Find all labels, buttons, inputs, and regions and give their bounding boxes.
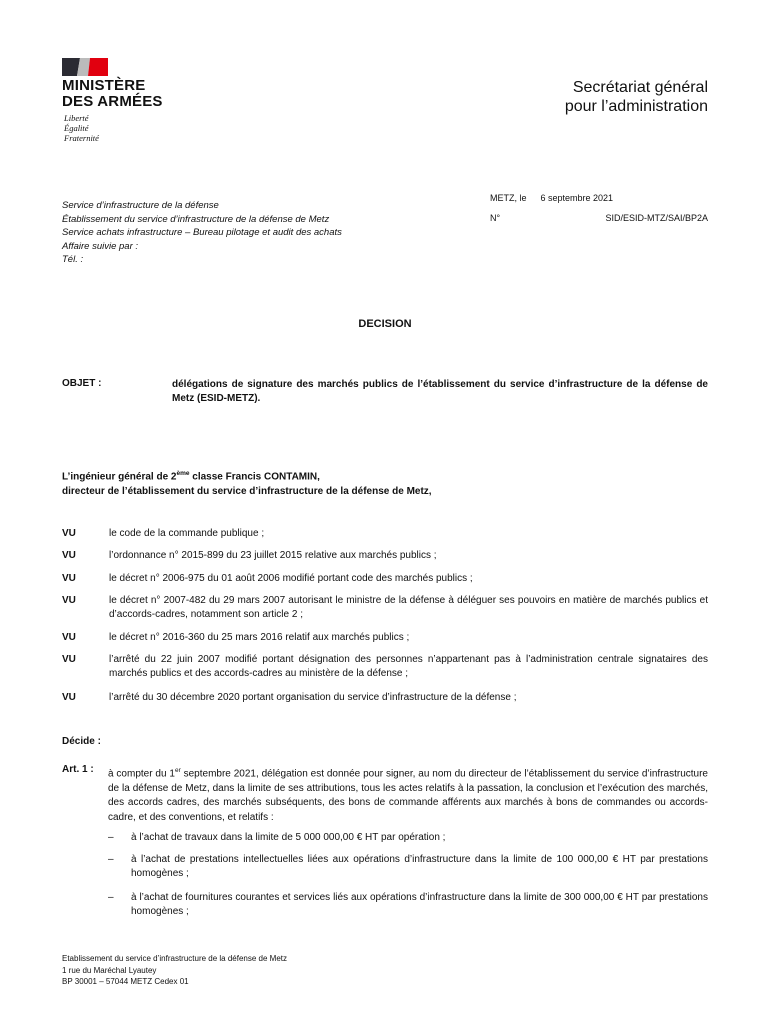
bullet-dash: – [108, 892, 114, 903]
vu-label: VU [62, 692, 76, 703]
vu-label: VU [62, 550, 76, 561]
document-title: DECISION [358, 318, 412, 330]
vu-text: le code de la commande publique ; [109, 528, 265, 539]
vu-label: VU [62, 573, 76, 584]
footer-address [62, 953, 287, 988]
author-line-1-post: classe Francis CONTAMIN, [189, 471, 320, 483]
secretariat-line-2: pour l’administration [564, 98, 708, 115]
sender-line: Tél. : [62, 254, 84, 265]
secretariat-line-1: Secrétariat général [572, 79, 708, 96]
date-value: 6 septembre 2021 [540, 193, 614, 203]
author-line-2: directeur de l’établissement du service d’infrastructure de la défense de Metz, [62, 486, 432, 498]
decide-heading: Décide : [62, 736, 101, 747]
footer-line: 1 rue du Maréchal Lyautey [62, 965, 157, 975]
marianne-flag-logo [62, 58, 108, 76]
vu-item [62, 653, 708, 680]
article-bullet [108, 891, 708, 919]
reference-number: SID/ESID-MTZ/SAI/BP2A [605, 213, 708, 223]
bullet-text: à l’achat de travaux dans la limite de 5 000 000,00 € HT par opération ; [131, 832, 446, 843]
vu-label: VU [62, 632, 76, 643]
republic-motto [64, 113, 99, 143]
objet-text: délégations de signature des marchés publics de l’établissement du service d’infrastructure de la défense de Metz (ESID-METZ). [172, 379, 708, 404]
ministry-logo-text [62, 78, 163, 110]
secretariat-header [565, 78, 708, 116]
bullet-text: à l’achat de fournitures courantes et services liés aux opérations d’infrastructure dans la limite de 300 000,00 € HT par prestations homogènes ; [131, 892, 708, 917]
bullet-text: à l’achat de prestations intellectuelles liées aux opérations d’infrastructure dans la limite de 100 000,00 € HT par prestations homogènes ; [131, 854, 708, 879]
article-1-text [108, 764, 708, 825]
vu-text: le décret n° 2007-482 du 29 mars 2007 autorisant le ministre de la défense à déléguer ses pouvoirs en matière de marchés publics et d’accords-cadres, notamment son article 2 ; [109, 595, 708, 620]
footer-line: Etablissement du service d’infrastructure de la défense de Metz [62, 954, 288, 963]
number-label: N° [490, 213, 501, 223]
vu-item [62, 631, 708, 645]
article-1-label: Art. 1 : [62, 764, 94, 775]
vu-text: le décret n° 2006-975 du 01 août 2006 modifié portant code des marchés publics ; [109, 573, 473, 584]
author-block [62, 466, 432, 499]
article-1-text-post: septembre 2021, délégation est donnée pour signer, au nom du directeur de l’établissement du service d’infrastructure de la défense de Metz, dans la limite de ses attributions, tous les actes relatifs à la passation, la conclusion et l’exécution des marchés, des accords cadres, des marchés subséquents, des bons de commande afférents aux marchés à bons de commandes ou accords-cadre, et des conventions, et relatifs : [108, 768, 708, 823]
author-line-1-pre: L’ingénieur général de 2 [62, 471, 177, 483]
article-1-text-pre: à compter du 1 [108, 768, 175, 780]
bullet-dash: – [108, 832, 114, 843]
vu-label: VU [62, 654, 76, 665]
article-bullet [108, 831, 708, 845]
vu-text: le décret n° 2016-360 du 25 mars 2016 relatif aux marchés publics ; [109, 632, 410, 643]
vu-item [62, 549, 708, 563]
vu-item [62, 594, 708, 621]
vu-text: l’ordonnance n° 2015-899 du 23 juillet 2015 relative aux marchés publics ; [109, 550, 437, 561]
sender-line: Affaire suivie par : [62, 240, 139, 252]
vu-label: VU [62, 528, 76, 539]
motto-liberte: Liberté [64, 113, 89, 123]
sender-block [62, 199, 342, 267]
vu-item [62, 572, 708, 586]
objet-label: OBJET : [62, 378, 102, 389]
sender-line: Établissement du service d’infrastructure de la défense de Metz [62, 213, 330, 225]
vu-item [62, 527, 708, 541]
sender-line: Service achats infrastructure – Bureau pilotage et audit des achats [62, 227, 342, 238]
motto-fraternite: Fraternité [64, 133, 99, 143]
author-line-1 [62, 466, 432, 484]
author-line-1-sup: ème [176, 470, 190, 477]
vu-item [62, 691, 708, 705]
sender-line: Service d’infrastructure de la défense [62, 200, 219, 211]
date-place: METZ, le [490, 193, 527, 203]
footer-line: BP 30001 – 57044 METZ Cedex 01 [62, 977, 189, 986]
article-bullet [108, 853, 708, 881]
vu-text: l’arrêté du 30 décembre 2020 portant organisation du service d’infrastructure de la défense ; [109, 692, 517, 703]
bullet-dash: – [108, 854, 114, 865]
vu-text: l’arrêté du 22 juin 2007 modifié portant désignation des personnes n’appartenant pas à l’administration centrale signataires des marchés publics et des accords-cadres au ministère de la défense ; [109, 654, 708, 679]
motto-egalite: Égalité [64, 123, 89, 133]
vu-label: VU [62, 595, 76, 606]
ministry-line-1: MINISTÈRE [62, 77, 146, 94]
date-line [490, 193, 613, 203]
ministry-line-2: DES ARMÉES [62, 93, 163, 110]
article-1-text-sup: er [174, 767, 181, 774]
